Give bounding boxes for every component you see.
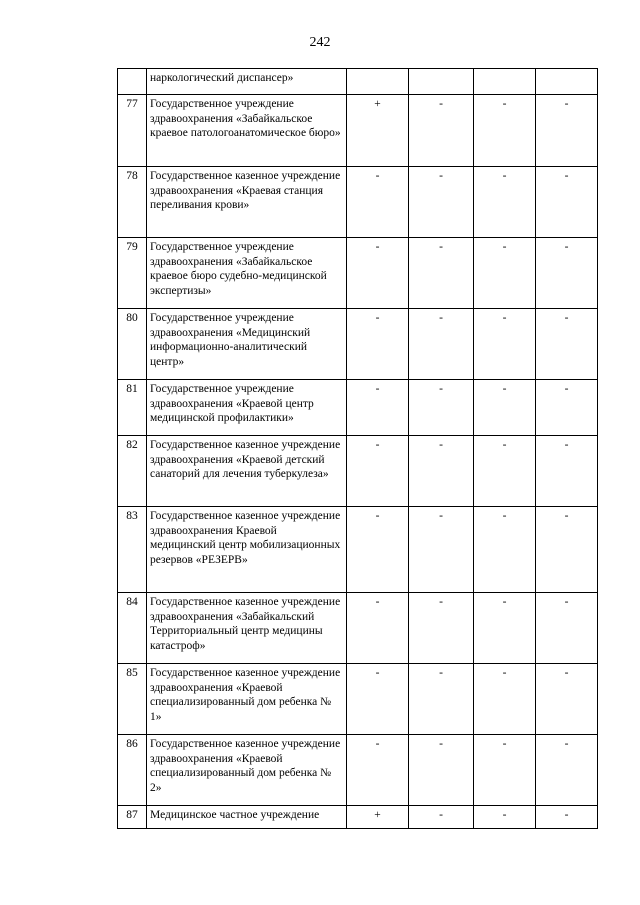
mark-cell: -: [474, 309, 536, 380]
row-number: 84: [118, 593, 147, 664]
row-number: 86: [118, 735, 147, 806]
mark-cell: -: [474, 95, 536, 167]
row-number: 77: [118, 95, 147, 167]
table-row: [118, 95, 598, 167]
mark-cell: -: [347, 380, 409, 436]
table-row: [118, 806, 598, 829]
mark-cell: -: [536, 735, 598, 806]
mark-cell: -: [536, 309, 598, 380]
table-row: [118, 735, 598, 806]
mark-cell: -: [474, 735, 536, 806]
mark-cell: -: [474, 507, 536, 593]
row-number: 80: [118, 309, 147, 380]
mark-cell: -: [409, 806, 474, 829]
mark-cell: -: [347, 238, 409, 309]
institution-name: Государственное учреждение здравоохранения «Забайкальское краевое бюро судебно-медицинской экспертизы»: [147, 238, 347, 309]
row-number: 78: [118, 167, 147, 238]
mark-cell: -: [409, 95, 474, 167]
mark-cell: -: [536, 167, 598, 238]
mark-cell: -: [536, 593, 598, 664]
institution-name: Государственное казенное учреждение здравоохранения «Краевая станция переливания крови»: [147, 167, 347, 238]
mark-cell: -: [409, 593, 474, 664]
mark-cell: -: [536, 664, 598, 735]
row-number: 87: [118, 806, 147, 829]
mark-cell: -: [347, 593, 409, 664]
mark-cell: -: [536, 507, 598, 593]
institution-name: Государственное учреждение здравоохранения «Забайкальское краевое патологоанатомическое бюро»: [147, 95, 347, 167]
mark-cell: -: [474, 238, 536, 309]
table-row: [118, 507, 598, 593]
mark-cell: [409, 69, 474, 95]
mark-cell: -: [474, 436, 536, 507]
mark-cell: -: [347, 507, 409, 593]
row-number: 81: [118, 380, 147, 436]
mark-cell: -: [347, 664, 409, 735]
table-row: [118, 69, 598, 95]
table-row: [118, 436, 598, 507]
institution-name: Государственное казенное учреждение здравоохранения «Забайкальский Территориальный центр медицины катастроф»: [147, 593, 347, 664]
mark-cell: -: [347, 436, 409, 507]
institution-name: Государственное казенное учреждение здравоохранения «Краевой специализированный дом ребенка № 1»: [147, 664, 347, 735]
mark-cell: -: [474, 664, 536, 735]
row-number: 82: [118, 436, 147, 507]
mark-cell: [536, 69, 598, 95]
table-row: [118, 664, 598, 735]
mark-cell: +: [347, 806, 409, 829]
page-number: 242: [309, 35, 331, 50]
mark-cell: -: [409, 436, 474, 507]
mark-cell: -: [409, 167, 474, 238]
mark-cell: -: [474, 167, 536, 238]
mark-cell: [347, 69, 409, 95]
mark-cell: -: [474, 806, 536, 829]
row-number: 83: [118, 507, 147, 593]
institution-name: наркологический диспансер»: [147, 69, 347, 95]
institution-name: Государственное казенное учреждение здравоохранения Краевой медицинский центр мобилизационных резервов «РЕЗЕРВ»: [147, 507, 347, 593]
mark-cell: -: [409, 380, 474, 436]
table-row: [118, 593, 598, 664]
mark-cell: -: [474, 593, 536, 664]
table-row: [118, 309, 598, 380]
table-row: [118, 167, 598, 238]
institution-name: Медицинское частное учреждение: [147, 806, 347, 829]
table-row: [118, 380, 598, 436]
mark-cell: -: [536, 806, 598, 829]
row-number: 85: [118, 664, 147, 735]
mark-cell: [474, 69, 536, 95]
row-number: 79: [118, 238, 147, 309]
institution-name: Государственное казенное учреждение здравоохранения «Краевой детский санаторий для лечения туберкулеза»: [147, 436, 347, 507]
mark-cell: +: [347, 95, 409, 167]
institution-name: Государственное учреждение здравоохранения «Краевой центр медицинской профилактики»: [147, 380, 347, 436]
mark-cell: -: [409, 735, 474, 806]
mark-cell: -: [409, 309, 474, 380]
mark-cell: -: [536, 436, 598, 507]
mark-cell: -: [409, 238, 474, 309]
mark-cell: -: [536, 380, 598, 436]
mark-cell: -: [347, 309, 409, 380]
mark-cell: -: [409, 664, 474, 735]
institution-name: Государственное казенное учреждение здравоохранения «Краевой специализированный дом ребенка № 2»: [147, 735, 347, 806]
mark-cell: -: [347, 167, 409, 238]
table-row: [118, 238, 598, 309]
mark-cell: -: [409, 507, 474, 593]
mark-cell: -: [536, 95, 598, 167]
row-number: [118, 69, 147, 95]
institution-name: Государственное учреждение здравоохранения «Медицинский информационно-аналитический центр»: [147, 309, 347, 380]
mark-cell: -: [474, 380, 536, 436]
institutions-table: [117, 68, 598, 829]
mark-cell: -: [536, 238, 598, 309]
mark-cell: -: [347, 735, 409, 806]
